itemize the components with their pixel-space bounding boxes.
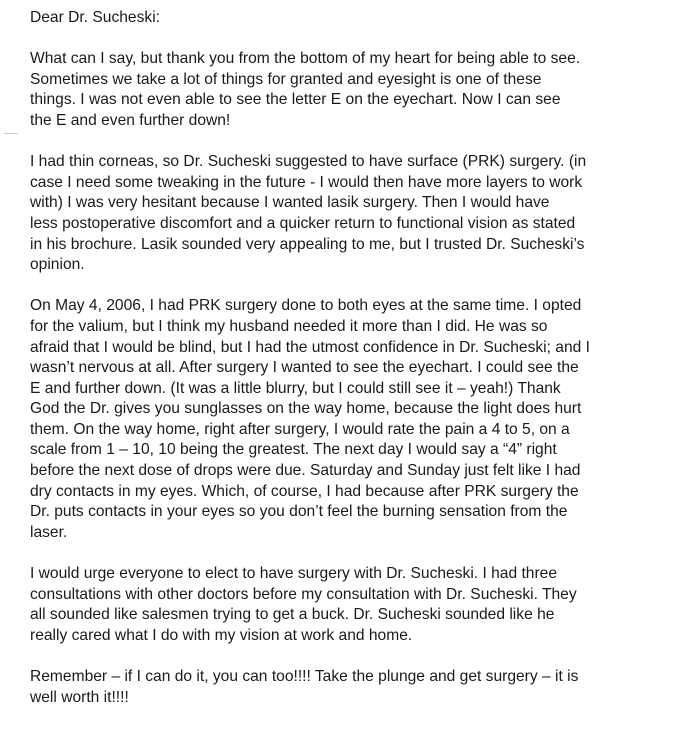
paragraph-line: for the valium, but I think my husband needed it more than I did. He was so [30,317,548,335]
paragraph-line: before the next dose of drops were due. Saturday and Sunday just felt like I had [30,462,581,480]
paragraph-line: case I need some tweaking in the future - I would then have more layers to work [30,173,583,191]
paragraph-line: Sometimes we take a lot of things for granted and eyesight is one of these [30,70,542,88]
paragraph-closing [30,667,685,708]
paragraph-line: in his brochure. Lasik sounded very appealing to me, but I trusted Dr. Sucheski’s [30,235,585,253]
salutation-text: Dear Dr. Sucheski: [30,9,160,26]
paragraph-line: scale from 1 – 10, 10 being the greatest. The next day I would say a “4” right [30,441,557,459]
paragraph-line: Remember – if I can do it, you can too!!!! Take the plunge and get surgery – it is [30,668,579,685]
paragraph-surgery-day [30,296,685,543]
paragraph-line: laser. [30,523,68,541]
paragraph-line: I had thin corneas, so Dr. Sucheski suggested to have surface (PRK) surgery. (in [30,153,587,171]
paragraph-thanks [30,49,685,131]
paragraph-corneas [30,152,685,276]
paragraph-line: really cared what I do with my vision at work and home. [30,626,413,644]
paragraph-line: them. On the way home, right after surgery, I would rate the pain a 4 to 5, on a [30,420,570,438]
paragraph-line: with) I was very hesitant because I wanted lasik surgery. Then I would have [30,194,550,212]
paragraph-line: well worth it!!!! [30,688,129,706]
paragraph-line: Dr. puts contacts in your eyes so you don’t feel the burning sensation from the [30,503,568,521]
paragraph-line: E and further down. (It was a little blurry, but I could still see it – yeah!) Thank [30,379,561,397]
paragraph-line: I would urge everyone to elect to have surgery with Dr. Sucheski. I had three [30,565,558,583]
paragraph-line: less postoperative discomfort and a quicker return to functional vision as stated [30,214,576,232]
paragraph-line: wasn’t nervous at all. After surgery I wanted to see the eyechart. I could see the [30,359,579,377]
testimonial-letter [30,8,685,729]
paragraph-line: consultations with other doctors before my consultation with Dr. Sucheski. They [30,585,577,603]
paragraph-line: the E and even further down! [30,111,231,129]
paragraph-line: What can I say, but thank you from the bottom of my heart for being able to see. [30,50,581,68]
scan-artifact-mark [4,133,18,134]
paragraph-line: things. I was not even able to see the letter E on the eyechart. Now I can see [30,91,561,109]
salutation [30,8,685,29]
paragraph-recommendation [30,564,685,646]
paragraph-line: God the Dr. gives you sunglasses on the way home, because the light does hurt [30,400,582,418]
paragraph-line: dry contacts in my eyes. Which, of course, I had because after PRK surgery the [30,482,579,500]
paragraph-line: On May 4, 2006, I had PRK surgery done to both eyes at the same time. I opted [30,297,582,315]
paragraph-line: opinion. [30,256,85,274]
paragraph-line: all sounded like salesmen trying to get a buck. Dr. Sucheski sounded like he [30,606,555,624]
paragraph-line: afraid that I would be blind, but I had the utmost confidence in Dr. Sucheski; and I [30,338,590,356]
